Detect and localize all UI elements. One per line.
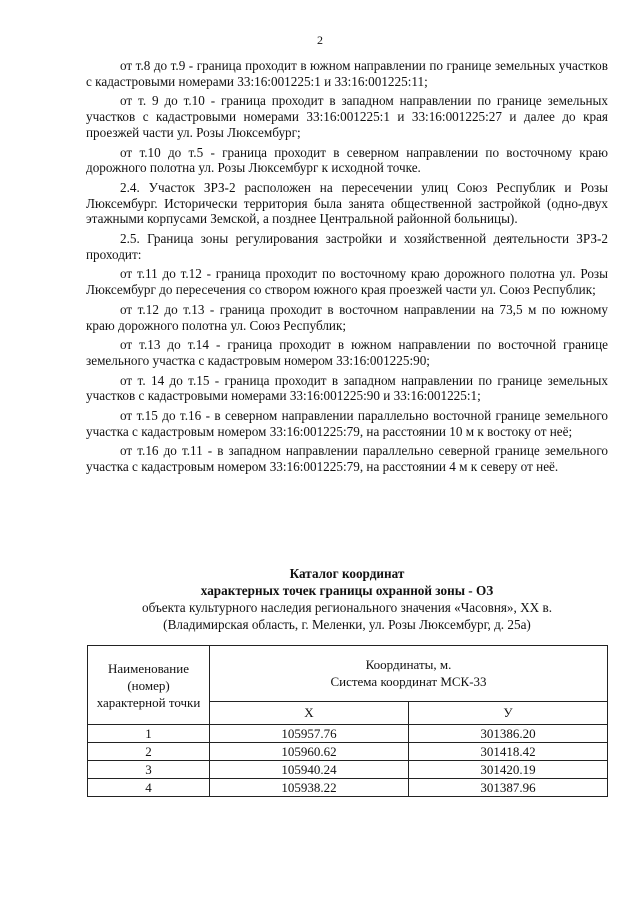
point-number: 1 — [88, 725, 210, 743]
paragraph: от т.12 до т.13 - граница проходит в восточном направлении на 73,5 м по южному краю дорожного полотна ул. Союз Республик; — [86, 301, 608, 333]
table-row — [88, 725, 608, 743]
page-number: 2 — [317, 33, 323, 47]
header-coordinates: Координаты, м. Система координат МСК-33 — [210, 646, 608, 702]
caption-address: (Владимирская область, г. Меленки, ул. Розы Люксембург, д. 25а) — [163, 617, 531, 632]
paragraph: от т.10 до т.5 - граница проходит в северном направлении по восточному краю дорожного полотна ул. Розы Люксембург к исходной точке. — [86, 144, 608, 176]
caption-title: Каталог координат — [289, 566, 405, 581]
paragraph: 2.5. Граница зоны регулирования застройки и хозяйственной деятельности ЗРЗ-2 проходит: — [86, 231, 608, 262]
coord-x: 105938.22 — [210, 779, 409, 797]
header-x: X — [210, 701, 409, 724]
header-point-name: Наименование (номер) характерной точки — [88, 646, 210, 725]
coord-x: 105940.24 — [210, 761, 409, 779]
table-row — [88, 779, 608, 797]
coord-x: 105957.76 — [210, 725, 409, 743]
table-row — [88, 743, 608, 761]
paragraph: 2.4. Участок ЗРЗ-2 расположен на пересечении улиц Союз Республик и Розы Люксембург. Исторически территория была занята общественной застройкой (одно-двух этажными корпусами Земской, а позднее Центральной районной больницы). — [86, 179, 608, 227]
caption-subtitle: характерных точек границы охранной зоны - ОЗ — [200, 583, 494, 598]
point-number: 2 — [88, 743, 210, 761]
catalog-caption — [86, 565, 608, 633]
caption-object: объекта культурного наследия регионального значения «Часовня», XX в. — [141, 600, 552, 615]
point-number: 4 — [88, 779, 210, 797]
coord-y: 301386.20 — [409, 725, 608, 743]
paragraph: от т.16 до т.11 - в западном направлении параллельно северной границе земельного участка с кадастровым номером 33:16:001225:79, на расстоянии 4 м к северу от неё. — [86, 443, 608, 475]
coord-y: 301420.19 — [409, 761, 608, 779]
header-y: У — [409, 701, 608, 724]
coord-y: 301418.42 — [409, 743, 608, 761]
paragraph: от т. 14 до т.15 - граница проходит в западном направлении по границе земельных участков с кадастровыми номерами 33:16:001225:90 и 33:16:001225:1; — [86, 372, 608, 404]
point-number: 3 — [88, 761, 210, 779]
paragraph: от т.13 до т.14 - граница проходит в южном направлении по восточной границе земельного участка с кадастровым номером 33:16:001225:90; — [86, 337, 608, 368]
paragraph: от т. 9 до т.10 - граница проходит в западном направлении по границе земельных участков с кадастровыми номерами 33:16:001225:1 и 33:16:001225:27 и далее до края проезжей части ул. Розы Люксембург; — [86, 93, 608, 140]
coordinates-table — [87, 645, 608, 797]
table-row — [88, 761, 608, 779]
paragraph: от т.11 до т.12 - граница проходит по восточному краю дорожного полотна ул. Розы Люксембург до пересечения со створом южного края проезжей части ул. Союз Республик; — [86, 266, 608, 298]
paragraph: от т.15 до т.16 - в северном направлении параллельно восточной границе земельного участка с кадастровым номером 33:16:001225:79, на расстоянии 10 м к востоку от неё; — [86, 408, 608, 439]
coord-x: 105960.62 — [210, 743, 409, 761]
paragraph: от т.8 до т.9 - граница проходит в южном направлении по границе земельных участков с кадастровыми номерами 33:16:001225:1 и 33:16:001225:11; — [86, 58, 608, 89]
coord-y: 301387.96 — [409, 779, 608, 797]
document-body — [86, 58, 608, 479]
